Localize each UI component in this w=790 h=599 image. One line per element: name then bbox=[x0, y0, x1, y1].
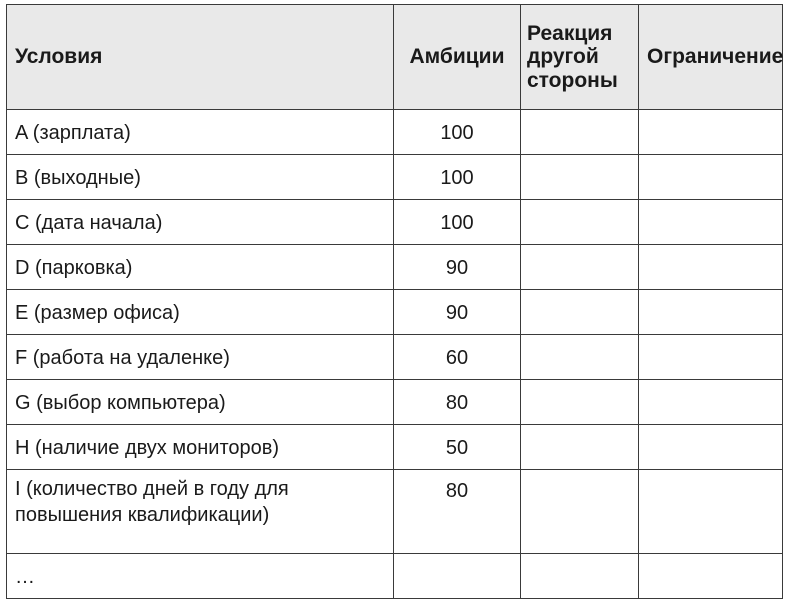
condition-cell: … bbox=[7, 554, 394, 599]
table-row bbox=[7, 245, 783, 290]
ambition-cell: 100 bbox=[394, 200, 521, 245]
ambition-cell: 90 bbox=[394, 290, 521, 335]
reaction-cell bbox=[521, 155, 639, 200]
ambition-cell: 80 bbox=[394, 470, 521, 554]
condition-cell: G (выбор компьютера) bbox=[7, 380, 394, 425]
reaction-cell bbox=[521, 425, 639, 470]
condition-cell: F (работа на удаленке) bbox=[7, 335, 394, 380]
header-reaction: Реакция другой стороны bbox=[521, 5, 639, 110]
limit-cell bbox=[639, 380, 783, 425]
table-row bbox=[7, 200, 783, 245]
reaction-cell bbox=[521, 200, 639, 245]
limit-cell bbox=[639, 425, 783, 470]
reaction-cell bbox=[521, 380, 639, 425]
header-ambitions: Амбиции bbox=[394, 5, 521, 110]
ambition-cell: 100 bbox=[394, 110, 521, 155]
ambition-cell: 100 bbox=[394, 155, 521, 200]
reaction-cell bbox=[521, 245, 639, 290]
limit-cell bbox=[639, 245, 783, 290]
reaction-cell bbox=[521, 335, 639, 380]
limit-cell bbox=[639, 155, 783, 200]
condition-cell: A (зарплата) bbox=[7, 110, 394, 155]
condition-cell: E (размер офиса) bbox=[7, 290, 394, 335]
condition-cell: D (парковка) bbox=[7, 245, 394, 290]
limit-cell bbox=[639, 290, 783, 335]
limit-cell bbox=[639, 470, 783, 554]
reaction-cell bbox=[521, 470, 639, 554]
reaction-cell bbox=[521, 290, 639, 335]
ambition-cell: 90 bbox=[394, 245, 521, 290]
reaction-cell bbox=[521, 554, 639, 599]
condition-cell: H (наличие двух мониторов) bbox=[7, 425, 394, 470]
condition-cell: C (дата начала) bbox=[7, 200, 394, 245]
ambition-cell: 50 bbox=[394, 425, 521, 470]
table-row bbox=[7, 335, 783, 380]
ambition-cell bbox=[394, 554, 521, 599]
conditions-table bbox=[6, 4, 783, 599]
header-conditions: Условия bbox=[7, 5, 394, 110]
limit-cell bbox=[639, 200, 783, 245]
condition-cell: B (выходные) bbox=[7, 155, 394, 200]
header-limit: Ограничение bbox=[639, 5, 783, 110]
table-row bbox=[7, 110, 783, 155]
header-row bbox=[7, 5, 783, 110]
limit-cell bbox=[639, 335, 783, 380]
table-row bbox=[7, 470, 783, 554]
reaction-cell bbox=[521, 110, 639, 155]
limit-cell bbox=[639, 554, 783, 599]
ambition-cell: 60 bbox=[394, 335, 521, 380]
table-row bbox=[7, 554, 783, 599]
table-row bbox=[7, 425, 783, 470]
table-row bbox=[7, 155, 783, 200]
ambition-cell: 80 bbox=[394, 380, 521, 425]
limit-cell bbox=[639, 110, 783, 155]
condition-cell: I (количество дней в году для повышения квалификации) bbox=[7, 470, 394, 554]
table-row bbox=[7, 380, 783, 425]
table-row bbox=[7, 290, 783, 335]
